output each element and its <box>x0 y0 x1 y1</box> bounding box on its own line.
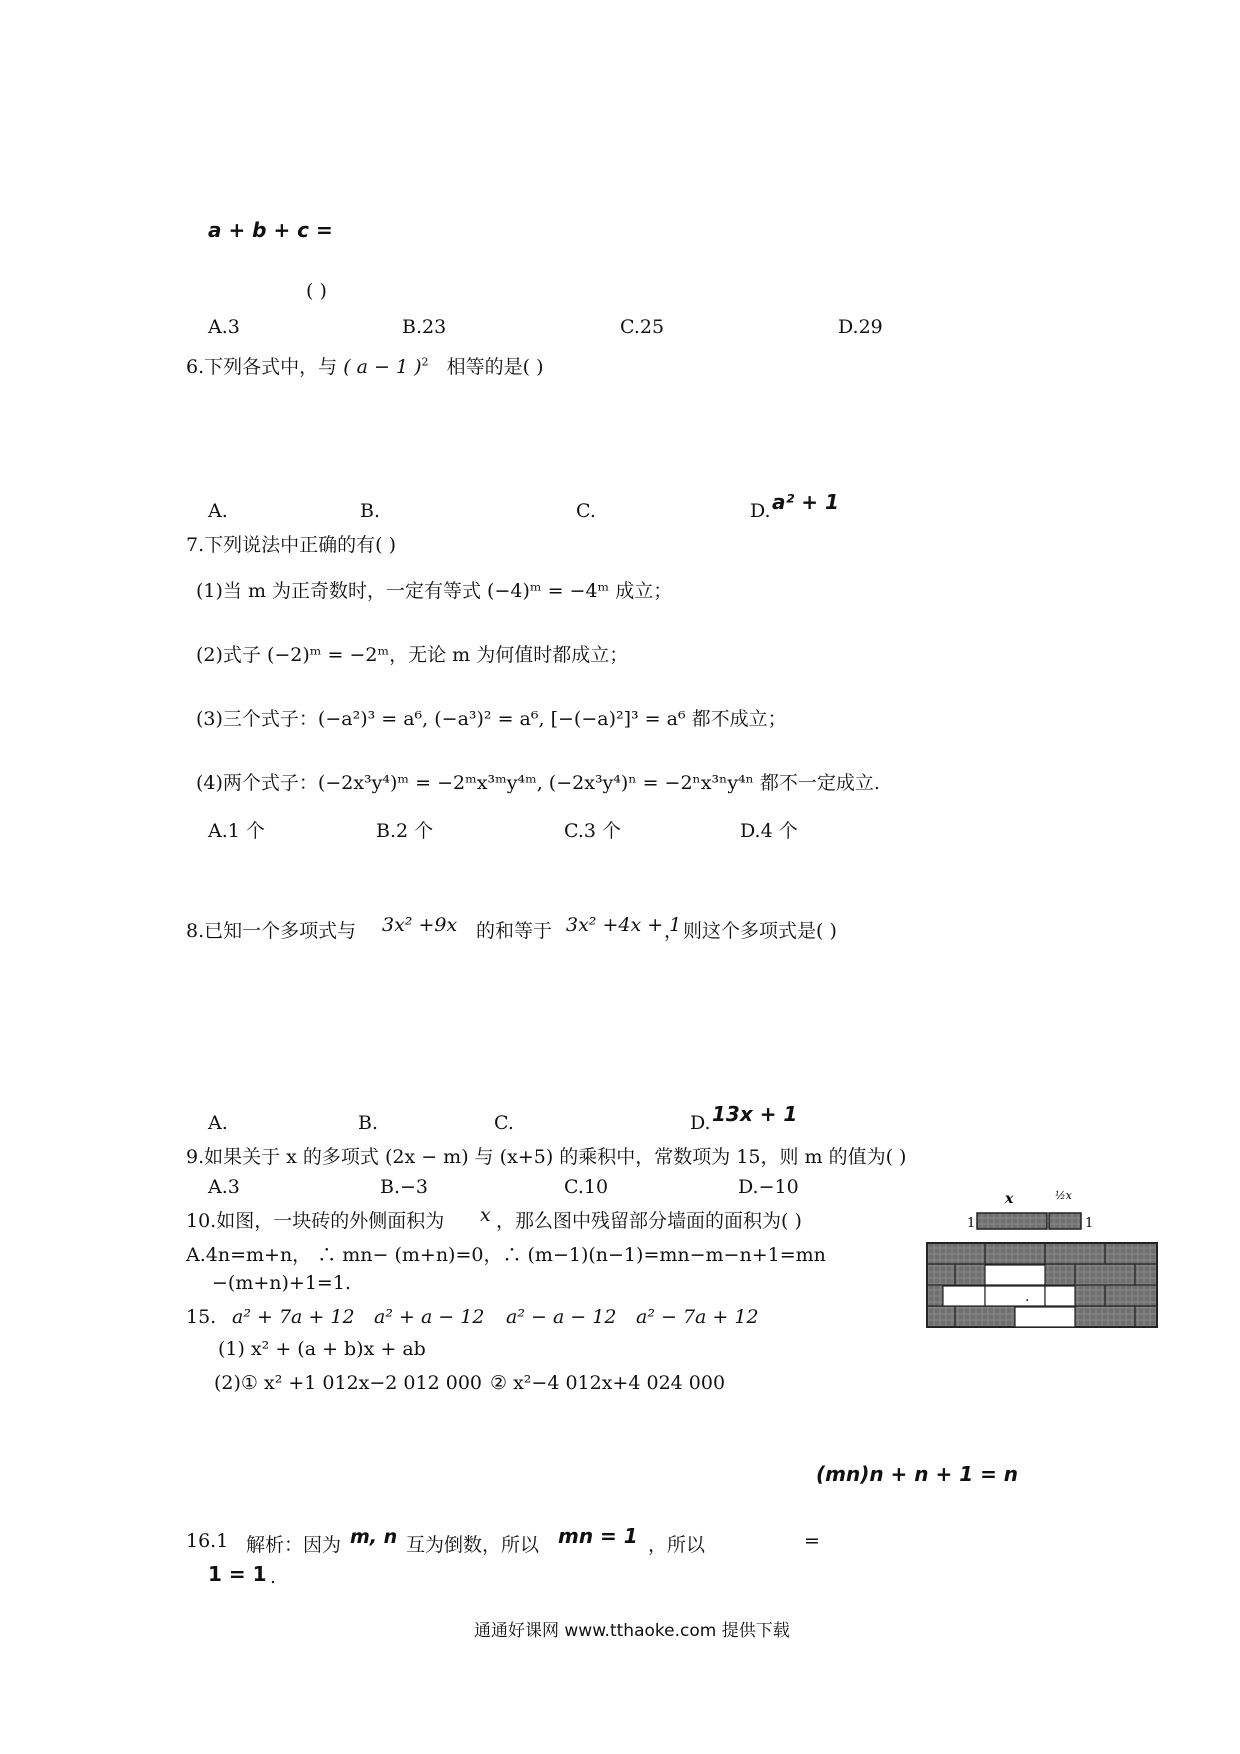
q6-stem <box>186 352 544 379</box>
q7-stem: 7.下列说法中正确的有( ) <box>186 534 396 556</box>
option-d-math: 13x + 1 <box>712 1102 798 1126</box>
q8-stem-tail: ，则这个多项式是( ) <box>664 920 837 942</box>
answer15-part2b: ② x²−4 012x+4 024 000 <box>490 1372 726 1394</box>
brick-label-x: x <box>1005 1191 1014 1207</box>
answer15-part1: (1) x² + (a + b)x + ab <box>218 1338 426 1360</box>
option-b: B.2 个 <box>376 820 434 842</box>
answer15-expr-1: a² + 7a + 12 <box>232 1306 355 1328</box>
answer15-label: 15. <box>186 1306 217 1328</box>
q5-expression: a + b + c = <box>208 218 333 242</box>
answer15-expr-4: a² − 7a + 12 <box>636 1306 759 1328</box>
page-footer: 通通好课网 www.tthaoke.com 提供下载 <box>474 1621 790 1641</box>
answer14-line1: A.4n=m+n， ∴ mn− (m+n)=0，∴ (m−1)(n−1)=mn−m−n+1=mn <box>186 1244 826 1266</box>
answer16-equals: = <box>804 1530 820 1552</box>
option-d: D.29 <box>838 316 883 338</box>
option-c: C.10 <box>564 1176 609 1198</box>
q10-stem-tail: ，那么图中残留部分墙面的面积为( ) <box>496 1210 802 1232</box>
answer16-vars: m, n <box>350 1526 398 1548</box>
q6-stem-text: 6.下列各式中，与 <box>186 356 338 378</box>
q5-answer-paren: ( ) <box>306 280 327 302</box>
answer16-label: 16.1 <box>186 1530 229 1552</box>
q6-stem-tail: 相等的是( ) <box>446 356 544 378</box>
q8-expression-2: 3x² +4x + 1 <box>566 914 682 936</box>
q9-stem: 9.如果关于 x 的多项式 (2x − m) 与 (x+5) 的乘积中，常数项为 15，则 m 的值为( ) <box>186 1146 907 1168</box>
brick-label-half-x: ½x <box>1055 1189 1072 1202</box>
answer16-right-expression: (mn)n + n + 1 = n <box>816 1462 1019 1486</box>
q10-variable: x <box>480 1204 491 1226</box>
sample-brick-half <box>1049 1213 1081 1229</box>
q10-stem-text: 10.如图，一块砖的外侧面积为 <box>186 1210 445 1232</box>
option-a: A.1 个 <box>208 820 265 842</box>
q7-item-3: (3)三个式子：(−a²)³ = a⁶, (−a³)² = a⁶, [−(−a)²]³ = a⁶ 都不成立； <box>196 708 787 730</box>
q7-item-2: (2)式子 (−2)ᵐ = −2ᵐ，无论 m 为何值时都成立； <box>196 644 629 666</box>
answer15-expr-2: a² + a − 12 <box>374 1306 485 1328</box>
option-a: A.3 <box>208 316 240 338</box>
q7-item-4: (4)两个式子：(−2x³y⁴)ᵐ = −2ᵐx³ᵐy⁴ᵐ, (−2x³y⁴)ⁿ = −2ⁿx³ⁿy⁴ⁿ 都不一定成立. <box>196 772 880 794</box>
figure-dot: · <box>1025 1293 1030 1309</box>
answer15-expr-3: a² − a − 12 <box>506 1306 617 1328</box>
answer16-text-mid: 互为倒数，所以 <box>406 1534 540 1556</box>
q8-stem-text: 8.已知一个多项式与 <box>186 920 357 942</box>
option-c: C.3 个 <box>564 820 622 842</box>
option-d: D. <box>750 500 771 522</box>
answer15-part2a: (2)① x² +1 012x−2 012 000 <box>214 1372 483 1394</box>
option-b: B.−3 <box>380 1176 429 1198</box>
answer16-period: . <box>270 1566 277 1588</box>
option-d: D. <box>690 1112 711 1134</box>
option-b: B.23 <box>402 316 447 338</box>
option-b: B. <box>360 500 381 522</box>
q6-exponent: 2 <box>421 355 429 369</box>
option-c: C. <box>576 500 596 522</box>
option-d-math: a² + 1 <box>772 490 839 514</box>
brick-wall-figure <box>925 1185 1160 1330</box>
option-a: A. <box>208 500 228 522</box>
answer14-line2: −(m+n)+1=1. <box>212 1272 351 1294</box>
answer16-text: 解析：因为 <box>246 1534 342 1556</box>
option-d: D.4 个 <box>740 820 798 842</box>
answer16-text-tail: ，所以 <box>648 1534 706 1556</box>
q8-expression-1: 3x² +9x <box>382 914 458 936</box>
q7-item-1: (1)当 m 为正奇数时，一定有等式 (−4)ᵐ = −4ᵐ 成立； <box>196 580 673 602</box>
option-c: C.25 <box>620 316 665 338</box>
option-a: A. <box>208 1112 228 1134</box>
option-d: D.−10 <box>738 1176 799 1198</box>
q6-expression: ( a − 1 ) <box>343 356 422 378</box>
brick-label-one-left: 1 <box>967 1216 976 1231</box>
answer16-result: 1 = 1 <box>208 1562 267 1586</box>
option-b: B. <box>358 1112 379 1134</box>
answer16-mn-equals-1: mn = 1 <box>558 1524 638 1548</box>
sample-brick-full <box>977 1213 1047 1229</box>
option-a: A.3 <box>208 1176 240 1198</box>
q8-stem-mid: 的和等于 <box>476 920 553 942</box>
brick-label-one-right: 1 <box>1085 1216 1094 1231</box>
option-c: C. <box>494 1112 514 1134</box>
